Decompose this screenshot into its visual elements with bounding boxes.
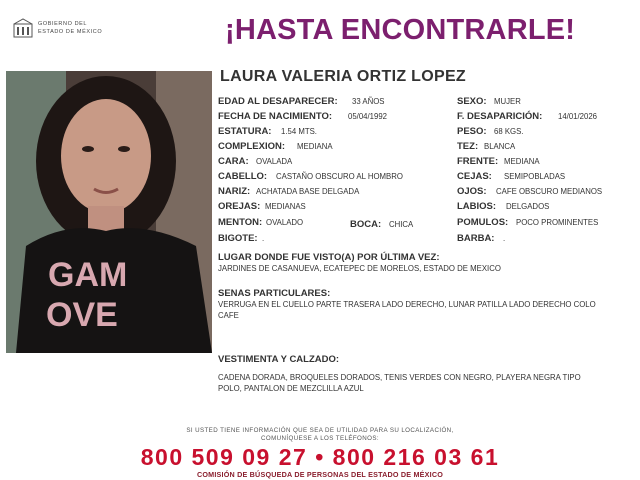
- last-seen-text: JARDINES DE CASANUEVA, ECATEPEC DE MORELOS, ESTADO DE MEXICO: [218, 264, 501, 273]
- field-value: MEDIANA: [504, 157, 540, 166]
- field-value: 33 AÑOS: [352, 97, 385, 106]
- field-label: BIGOTE:: [218, 233, 258, 244]
- last-seen-title: LUGAR DONDE FUE VISTO(A) POR ÚLTIMA VEZ:: [218, 252, 440, 263]
- field-value: ACHATADA BASE DELGADA: [256, 187, 360, 196]
- field-label: FECHA DE NACIMIENTO:: [218, 111, 332, 122]
- svg-text:OVE: OVE: [46, 296, 118, 334]
- field-label: MENTON:: [218, 217, 263, 228]
- field-value: MEDIANAS: [265, 202, 306, 211]
- gov-line-2: ESTADO DE MÉXICO: [38, 29, 103, 35]
- svg-text:GAM: GAM: [48, 256, 128, 294]
- phone-numbers: 800 509 09 27 • 800 216 03 61: [140, 444, 500, 470]
- field-value: SEMIPOBLADAS: [504, 172, 566, 181]
- field-value: 1.54 MTS.: [281, 127, 317, 136]
- field-label: PESO:: [457, 126, 487, 137]
- person-name: LAURA VALERIA ORTIZ LOPEZ: [220, 68, 467, 85]
- field-value: .: [262, 234, 265, 243]
- contact-note: [0, 427, 640, 443]
- marks-text: VERRUGA EN EL CUELLO PARTE TRASERA LADO DERECHO, LUNAR PATILLA LADO DERECHO COLO CAFE: [218, 300, 596, 320]
- field-label: EDAD AL DESAPARECER:: [218, 96, 338, 107]
- clothing-title: VESTIMENTA Y CALZADO:: [218, 354, 340, 365]
- field-value: BLANCA: [484, 142, 516, 151]
- field-label: BARBA:: [457, 233, 495, 244]
- boca-value: CHICA: [389, 220, 414, 229]
- field-label: CEJAS:: [457, 171, 492, 182]
- field-value: DELGADOS: [506, 202, 550, 211]
- field-label: CARA:: [218, 156, 249, 167]
- government-logo: [12, 18, 152, 48]
- field-label: ESTATURA:: [218, 126, 272, 137]
- clothing-text: CADENA DORADA, BROQUELES DORADOS, TENIS VERDES CON NEGRO, PLAYERA NEGRA TIPO POLO, PANTALON DE MEZCLILLA AZUL: [218, 373, 581, 393]
- contact-note-line-2: COMUNÍQUESE A LOS TELÉFONOS:: [260, 435, 380, 442]
- field-value: 68 KGS.: [494, 127, 524, 136]
- field-value: POCO PROMINENTES: [516, 218, 599, 227]
- field-value: OVALADA: [256, 157, 293, 166]
- person-photo: [6, 71, 212, 353]
- field-value: MUJER: [494, 97, 521, 106]
- field-label: TEZ:: [457, 141, 479, 152]
- field-label: SEXO:: [457, 96, 487, 107]
- gov-line-1: GOBIERNO DEL: [38, 21, 88, 27]
- field-label: COMPLEXION:: [218, 141, 286, 152]
- field-label: NARIZ:: [218, 186, 251, 197]
- field-value: 05/04/1992: [348, 112, 388, 121]
- field-value: CASTAÑO OBSCURO AL HOMBRO: [276, 172, 403, 181]
- field-label: FRENTE:: [457, 156, 499, 167]
- field-label: LABIOS:: [457, 201, 497, 212]
- field-value: CAFE OBSCURO MEDIANOS: [496, 187, 603, 196]
- marks-title: SENAS PARTICULARES:: [218, 288, 331, 299]
- field-label: OREJAS:: [218, 201, 261, 212]
- field-label: F. DESAPARICIÓN:: [457, 111, 543, 122]
- contact-note-line-1: SI USTED TIENE INFORMACIÓN QUE SEA DE UTILIDAD PARA SU LOCALIZACIÓN,: [186, 427, 454, 434]
- field-value: .: [503, 234, 506, 243]
- field-label: POMULOS:: [457, 217, 509, 228]
- field-value: OVALADO: [266, 218, 304, 227]
- commission-name: COMISIÓN DE BÚSQUEDA DE PERSONAS DEL ESTADO DE MÉXICO: [196, 470, 444, 479]
- boca-label: BOCA:: [350, 219, 382, 230]
- field-label: CABELLO:: [218, 171, 268, 182]
- state-seal-icon: [12, 18, 34, 40]
- field-value: 14/01/2026: [558, 112, 598, 121]
- field-value: MEDIANA: [297, 142, 333, 151]
- headline: ¡HASTA ENCONTRARLE!: [225, 14, 576, 46]
- field-label: OJOS:: [457, 186, 487, 197]
